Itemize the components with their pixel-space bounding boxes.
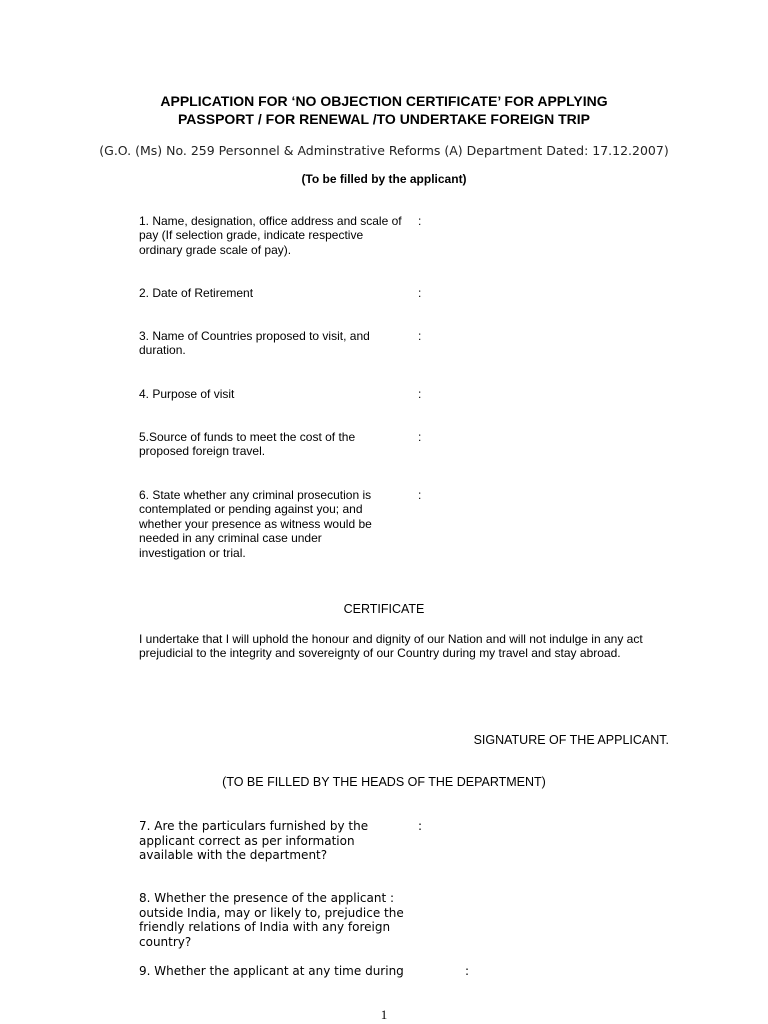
- field-colon: :: [465, 964, 470, 978]
- form-field-5: [139, 430, 422, 459]
- field-colon: :: [418, 329, 422, 343]
- form-field-8: [139, 891, 409, 949]
- field-label: 6. State whether any criminal prosecution is contemplated or pending against you; and whether your presence as witness would be needed in any criminal case under investigation or trial.: [139, 488, 372, 560]
- page-number: 1: [380, 1007, 388, 1022]
- field-label: 8. Whether the presence of the applicant : outside India, may or likely to, prejudice the friendly relations of India with any foreign country?: [139, 891, 404, 949]
- field-label: 3. Name of Countries proposed to visit, and duration.: [139, 329, 370, 358]
- field-colon: :: [418, 286, 422, 300]
- applicant-note: (To be filled by the applicant): [301, 172, 467, 186]
- hod-note: (TO BE FILLED BY THE HEADS OF THE DEPARTMENT): [222, 775, 546, 789]
- form-field-7: [139, 819, 423, 863]
- form-field-6: [139, 488, 422, 560]
- signature-label: SIGNATURE OF THE APPLICANT.: [473, 733, 669, 747]
- form-field-2: [139, 286, 422, 300]
- form-field-9: [139, 964, 470, 979]
- form-field-4: [139, 387, 422, 401]
- go-reference: (G.O. (Ms) No. 259 Personnel & Adminstrative Reforms (A) Department Dated: 17.12.2007): [99, 143, 669, 158]
- form-field-1: [139, 214, 422, 257]
- field-colon: :: [418, 819, 423, 833]
- field-label: 5.Source of funds to meet the cost of the proposed foreign travel.: [139, 430, 356, 459]
- field-label: 4. Purpose of visit: [139, 387, 235, 401]
- certificate-heading: CERTIFICATE: [343, 602, 425, 616]
- form-field-3: [139, 329, 422, 358]
- field-label: 1. Name, designation, office address and scale of pay (If selection grade, indicate respective ordinary grade scale of pay).: [139, 214, 402, 257]
- field-label: 9. Whether the applicant at any time during: [139, 964, 404, 978]
- field-colon: :: [418, 488, 422, 502]
- field-colon: :: [418, 387, 422, 401]
- field-label: 7. Are the particulars furnished by the applicant correct as per information available with the department?: [139, 819, 369, 863]
- certificate-text: I undertake that I will uphold the honour and dignity of our Nation and will not indulge in any act prejudicial to the integrity and sovereignty of our Country during my travel and stay abroad.: [139, 632, 643, 661]
- document-title-line-2: PASSPORT / FOR RENEWAL /TO UNDERTAKE FOREIGN TRIP: [178, 111, 590, 127]
- field-label: 2. Date of Retirement: [139, 286, 254, 300]
- document-title-line-1: APPLICATION FOR ‘NO OBJECTION CERTIFICATE’ FOR APPLYING: [160, 93, 608, 109]
- field-colon: :: [418, 430, 422, 444]
- field-colon: :: [418, 214, 422, 228]
